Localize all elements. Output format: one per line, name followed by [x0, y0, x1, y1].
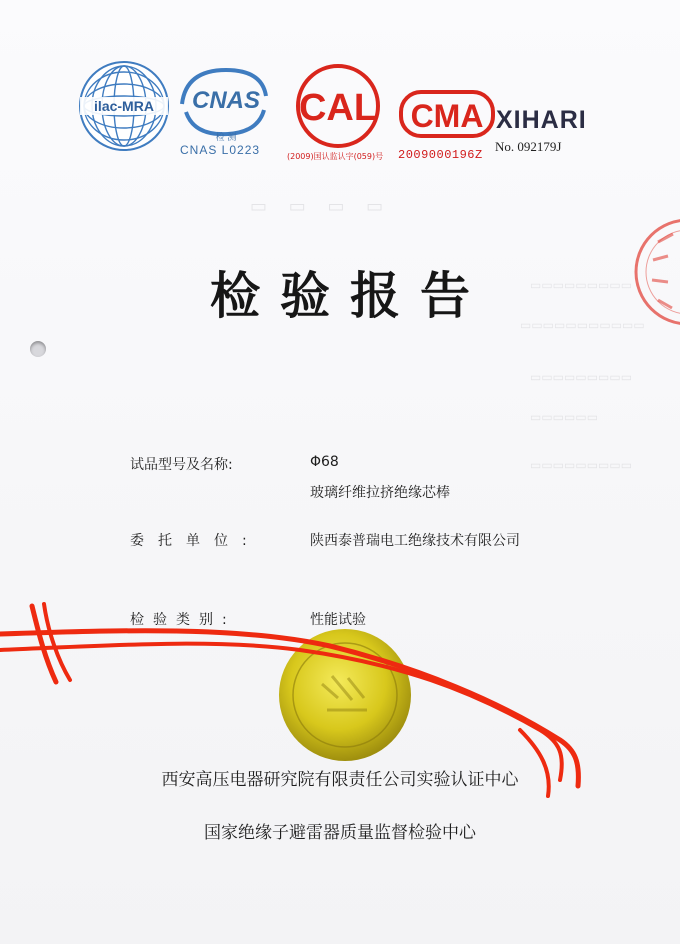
document-number: No. 092179J	[495, 139, 562, 154]
svg-text:CAL: CAL	[298, 87, 378, 129]
bleed-through-text: ▭▭▭▭▭▭	[530, 410, 599, 424]
bleed-through-text: ▭ ▭ ▭ ▭	[250, 196, 392, 217]
svg-text:CMA: CMA	[410, 98, 484, 134]
ilac-mra-logo	[78, 60, 170, 152]
svg-text:ilac-MRA: ilac-MRA	[94, 98, 154, 114]
cal-logo	[290, 60, 386, 156]
test-category: 性能试验	[310, 612, 366, 628]
svg-text:检 测: 检 测	[215, 133, 237, 143]
category-label: 检验类别:	[130, 612, 236, 628]
cal-code: (2009)国认监认字(059)号	[287, 152, 384, 161]
punch-hole	[30, 341, 46, 357]
sample-name: 玻璃纤维拉挤绝缘芯棒	[310, 485, 450, 501]
bleed-through-text: ▭▭▭▭▭▭▭▭▭	[530, 370, 633, 384]
client-name: 陕西泰普瑞电工绝缘技术有限公司	[310, 533, 520, 549]
issuing-org-primary: 西安高压电器研究院有限责任公司实验认证中心	[161, 770, 519, 790]
bleed-through-text: ▭▭▭▭▭▭▭▭▭▭▭	[520, 318, 645, 332]
svg-text:CNAS: CNAS	[191, 87, 261, 114]
sample-label: 试品型号及名称:	[130, 457, 233, 473]
issuing-org-secondary: 国家绝缘子避雷器质量监督检验中心	[204, 823, 476, 843]
cma-code: 2009000196Z	[398, 148, 483, 162]
cnas-code: CNAS L0223	[180, 143, 261, 157]
report-title: 检验报告	[210, 267, 490, 325]
cnas-logo	[174, 62, 274, 154]
bleed-through-text: ▭▭▭▭▭▭▭▭▭	[530, 458, 633, 472]
brand-name: XIHARI	[496, 106, 587, 134]
bleed-through-text: ▭▭▭▭▭▭▭▭▭	[530, 278, 633, 292]
gold-foil-seal	[272, 626, 418, 764]
cma-logo	[398, 86, 498, 144]
client-label: 委托单位:	[130, 533, 261, 549]
sample-model: Φ68	[310, 454, 339, 470]
